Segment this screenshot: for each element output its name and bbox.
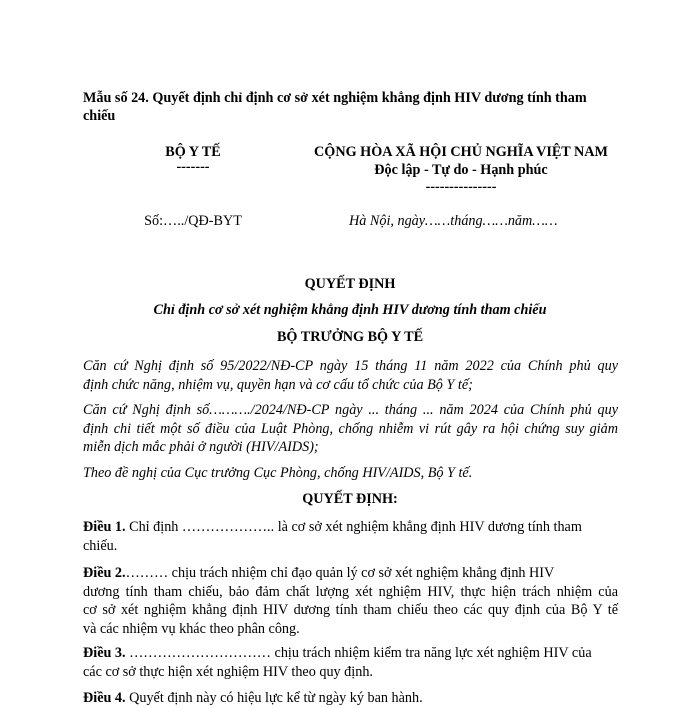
article-3 xyxy=(83,644,618,681)
article-text: và các nhiệm vụ khác theo phân công. xyxy=(83,620,300,637)
article-text: Quyết định này có hiệu lực kể từ ngày ký ban hành. xyxy=(125,690,423,706)
decision-subject: Chỉ định cơ sở xét nghiệm khẳng định HIV dương tính tham chiếu xyxy=(153,302,547,318)
legal-basis-line: Theo đề nghị của Cục trưởng Cục Phòng, chống HIV/AIDS, Bộ Y tế. xyxy=(83,465,473,481)
article-text: Chỉ định ……………….. là cơ sở xét nghiệm khẳng định HIV dương tính tham xyxy=(125,519,582,535)
article-text: các cơ sở thực hiện xét nghiệm HIV theo quy định. xyxy=(83,663,373,680)
motto-rule: --------------- xyxy=(425,179,497,195)
article-text: chiếu. xyxy=(83,537,118,554)
place-and-date: Hà Nội, ngày……tháng……năm…… xyxy=(349,213,558,229)
document-number: Số:…../QĐ-BYT xyxy=(144,213,242,229)
legal-basis xyxy=(83,401,618,457)
article-text: dương tính tham chiếu, bảo đảm chất lượng xét nghiệm HIV, thực hiện trách nhiệm của xyxy=(83,583,618,600)
decision-authority: BỘ TRƯỞNG BỘ Y TẾ xyxy=(276,329,424,345)
form-title-line-1: Mẫu số 24. Quyết định chỉ định cơ sở xét nghiệm khẳng định HIV dương tính tham xyxy=(83,90,587,106)
ministry-rule: ------- xyxy=(176,159,210,175)
article-4 xyxy=(83,689,618,708)
legal-basis-line: định chi tiết một số điều của Luật Phòng, chống nhiễm vi rút gây ra hội chứng suy giảm xyxy=(83,420,618,437)
article-2 xyxy=(83,564,618,638)
ministry-name: BỘ Y TẾ xyxy=(165,144,221,160)
legal-basis xyxy=(83,357,618,394)
republic-name: CỘNG HÒA XÃ HỘI CHỦ NGHĨA VIỆT NAM xyxy=(314,144,608,160)
national-motto: Độc lập - Tự do - Hạnh phúc xyxy=(374,162,548,178)
article-text: cơ sở xét nghiệm khẳng định HIV dương tính tham chiếu theo các quy định của Bộ Y tế xyxy=(83,602,618,619)
decides-heading: QUYẾT ĐỊNH: xyxy=(302,491,398,507)
decision-heading: QUYẾT ĐỊNH xyxy=(304,276,396,292)
article-1 xyxy=(83,518,618,555)
legal-basis-line: Căn cứ Nghị định số………./2024/NĐ-CP ngày ... tháng ... năm 2024 của Chính phủ quy xyxy=(83,402,618,418)
legal-basis-line: miễn dịch mắc phải ở người (HIV/AIDS); xyxy=(83,439,319,456)
article-text: ……… chịu trách nhiệm chỉ đạo quản lý cơ sở xét nghiệm khẳng định HIV xyxy=(125,565,555,581)
article-text: ………………………… chịu trách nhiệm kiểm tra năng lực xét nghiệm HIV của xyxy=(125,645,592,661)
legal-basis-line: định chức năng, nhiệm vụ, quyền hạn và cơ cấu tổ chức của Bộ Y tế; xyxy=(83,376,473,393)
article-label: Điều 1. xyxy=(83,519,126,535)
article-label: Điều 4. xyxy=(83,690,126,706)
form-title-line-2: chiếu xyxy=(83,108,116,124)
legal-basis-line: Căn cứ Nghị định số 95/2022/NĐ-CP ngày 15 tháng 11 năm 2022 của Chính phủ quy xyxy=(83,358,618,374)
article-label: Điều 2. xyxy=(83,565,126,581)
article-label: Điều 3. xyxy=(83,645,126,661)
legal-basis xyxy=(83,464,618,483)
